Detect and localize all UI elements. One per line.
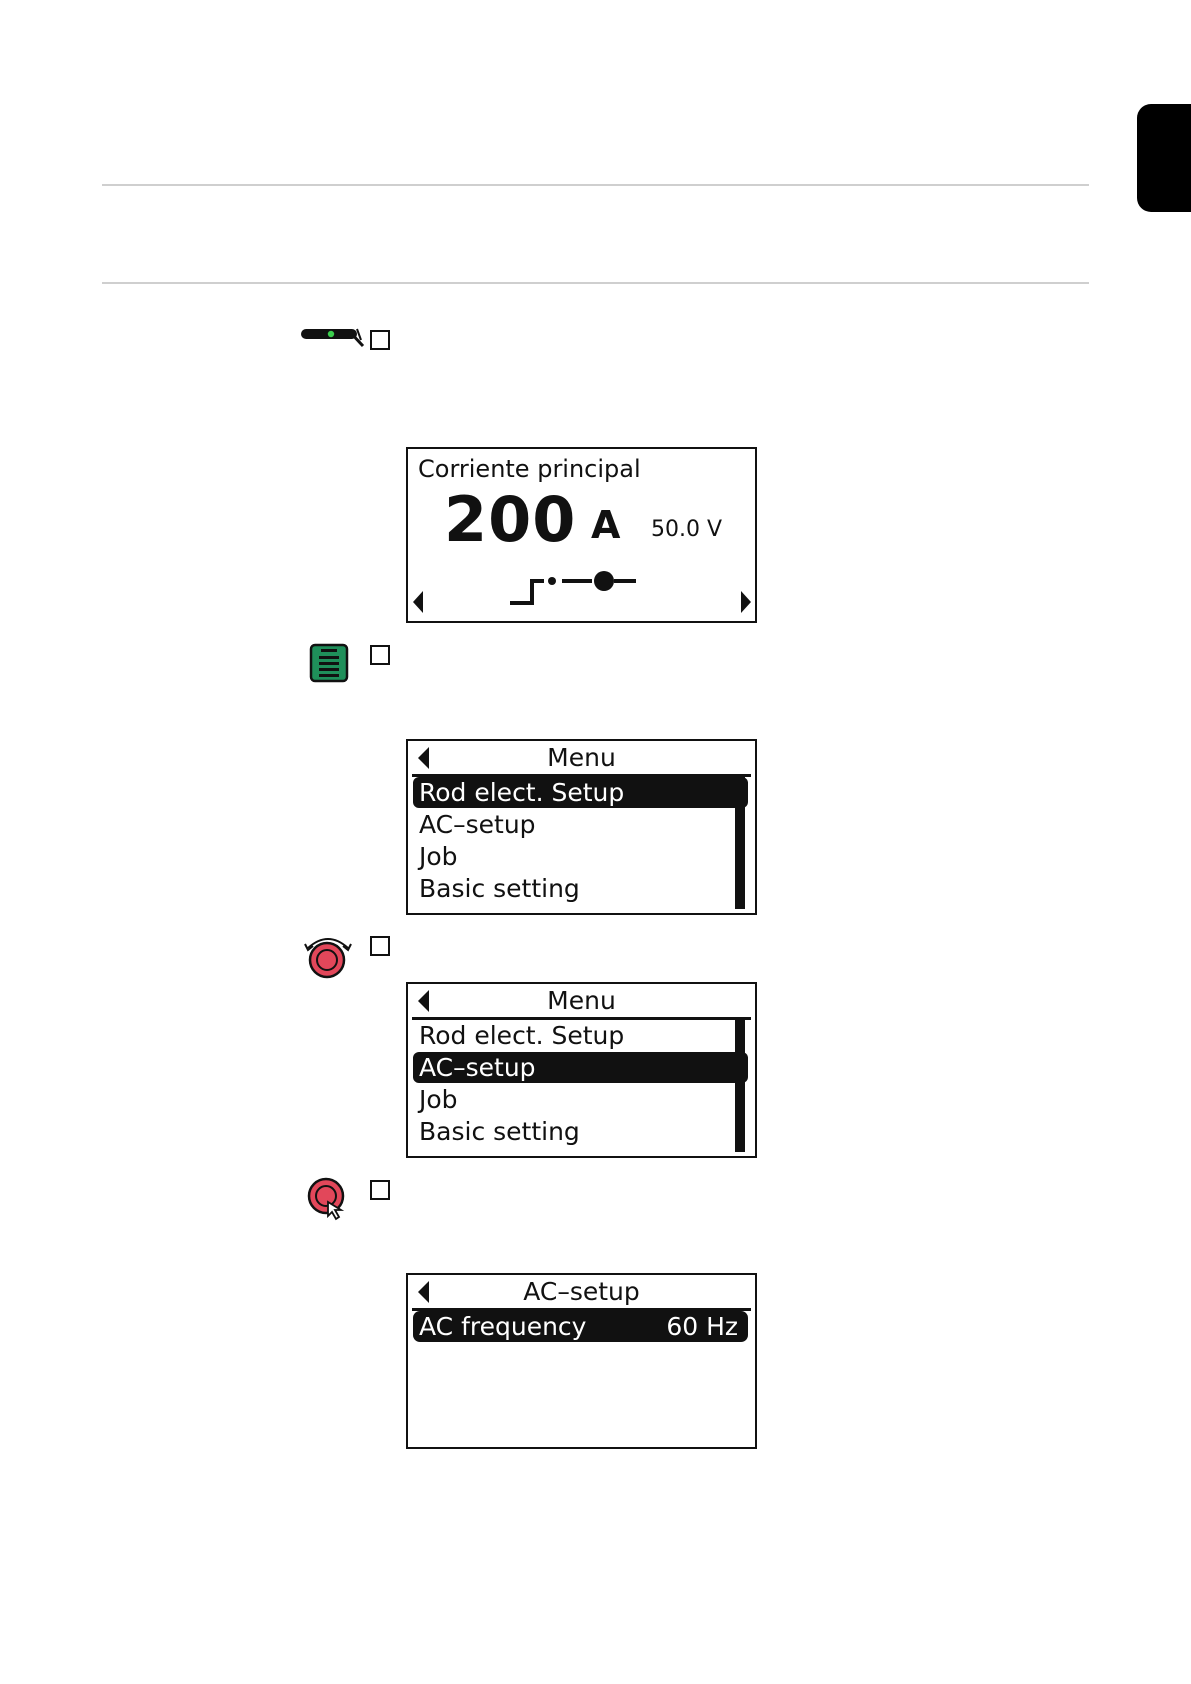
parameter-title: Corriente principal bbox=[418, 455, 641, 483]
menu-title: Menu bbox=[547, 986, 616, 1015]
menu-item-basic-setting[interactable]: Basic setting bbox=[419, 874, 580, 903]
section-rule bbox=[102, 282, 1089, 284]
step-3-checkbox[interactable] bbox=[370, 936, 390, 956]
step-4-checkbox[interactable] bbox=[370, 1180, 390, 1200]
scrollbar-thumb[interactable] bbox=[737, 1022, 743, 1150]
rotate-knob-icon bbox=[302, 932, 354, 984]
menu-item-basic-setting[interactable]: Basic setting bbox=[419, 1117, 580, 1146]
menu-item-rod-elect-setup[interactable]: Rod elect. Setup bbox=[413, 777, 748, 808]
voltage-value: 50.0 V bbox=[651, 517, 723, 542]
torch-button-icon bbox=[299, 326, 365, 354]
menu-title: AC–setup bbox=[523, 1277, 640, 1306]
language-tab bbox=[1137, 104, 1191, 212]
ac-frequency-value: 60 Hz bbox=[666, 1312, 738, 1341]
menu-title: Menu bbox=[547, 743, 616, 772]
menu-item-ac-setup[interactable]: AC–setup bbox=[419, 810, 536, 839]
ac-frequency-label: AC frequency bbox=[419, 1312, 587, 1341]
top-rule bbox=[102, 184, 1089, 186]
menu-button-icon bbox=[309, 643, 351, 687]
step-2-checkbox[interactable] bbox=[370, 645, 390, 665]
display-menu-2 bbox=[406, 982, 757, 1158]
display-menu-1 bbox=[406, 739, 757, 915]
menu-item-ac-setup[interactable]: AC–setup bbox=[413, 1052, 748, 1083]
menu-item-rod-elect-setup[interactable]: Rod elect. Setup bbox=[419, 1021, 625, 1050]
current-value: 200 bbox=[444, 483, 577, 556]
step-1-checkbox[interactable] bbox=[370, 330, 390, 350]
ac-frequency-row[interactable] bbox=[413, 1311, 748, 1342]
display-ac-setup bbox=[406, 1273, 757, 1449]
press-knob-icon bbox=[306, 1176, 352, 1226]
menu-item-job[interactable]: Job bbox=[419, 842, 458, 871]
display-main-current bbox=[406, 447, 757, 623]
current-unit: A bbox=[591, 503, 621, 547]
menu-item-job[interactable]: Job bbox=[419, 1085, 458, 1114]
arrow-right-icon[interactable] bbox=[741, 591, 751, 613]
welding-process-icon bbox=[508, 563, 648, 613]
arrow-left-icon[interactable] bbox=[413, 591, 423, 613]
scrollbar-thumb[interactable] bbox=[737, 779, 743, 907]
